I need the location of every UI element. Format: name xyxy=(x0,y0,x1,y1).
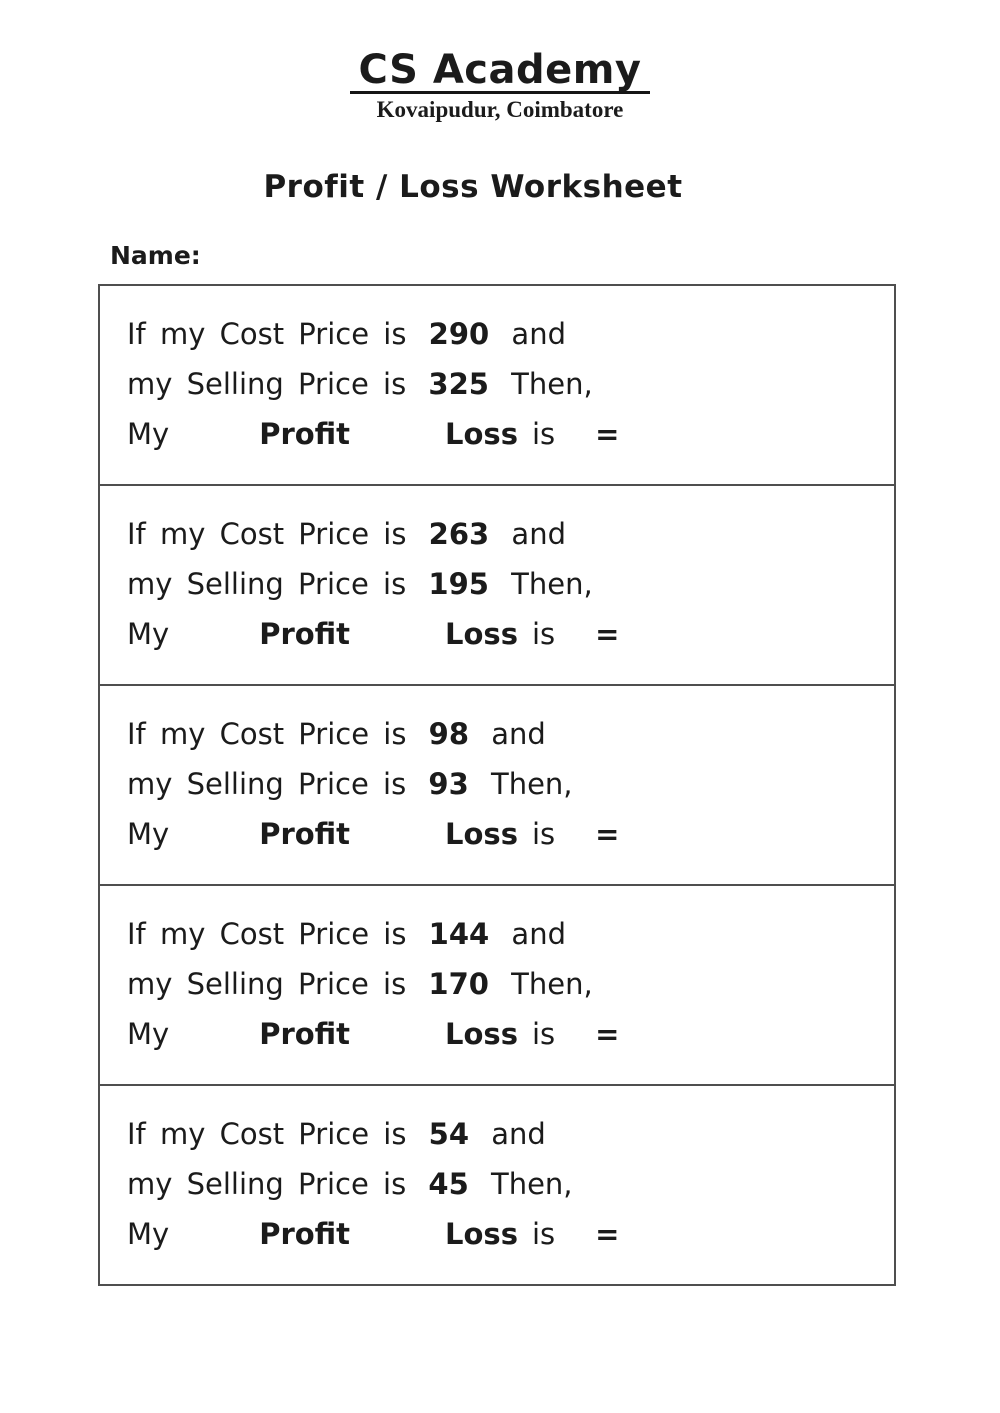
problems-list xyxy=(98,284,896,1286)
selling-price-suffix: Then, xyxy=(511,367,593,401)
equals-sign: = xyxy=(595,617,620,651)
answer-line xyxy=(127,609,886,659)
is-label: is xyxy=(531,417,556,451)
cost-price-line xyxy=(127,1109,886,1159)
school-name: CS Academy xyxy=(350,50,649,94)
cost-price-prefix: If my Cost Price is xyxy=(127,717,407,751)
profit-option[interactable]: Profit xyxy=(259,817,351,851)
profit-option[interactable]: Profit xyxy=(259,1217,351,1251)
profit-option[interactable]: Profit xyxy=(259,617,351,651)
selling-price-value: 93 xyxy=(428,767,469,801)
my-label: My xyxy=(127,1217,170,1251)
selling-price-prefix: my Selling Price is xyxy=(127,767,407,801)
selling-price-prefix: my Selling Price is xyxy=(127,967,407,1001)
selling-price-line xyxy=(127,959,886,1009)
problem-box-4 xyxy=(98,884,896,1086)
answer-line xyxy=(127,409,886,459)
cost-price-line xyxy=(127,309,886,359)
my-label: My xyxy=(127,417,170,451)
cost-price-suffix: and xyxy=(511,517,566,551)
equals-sign: = xyxy=(595,1217,620,1251)
cost-price-value: 144 xyxy=(428,917,490,951)
selling-price-suffix: Then, xyxy=(490,1167,573,1201)
name-label: Name: xyxy=(110,241,201,270)
selling-price-suffix: Then, xyxy=(511,567,593,601)
page-header xyxy=(0,0,1000,123)
problem-box-5 xyxy=(98,1084,896,1286)
selling-price-value: 325 xyxy=(428,367,489,401)
selling-price-suffix: Then, xyxy=(511,967,593,1001)
cost-price-line xyxy=(127,709,886,759)
selling-price-prefix: my Selling Price is xyxy=(127,367,407,401)
cost-price-line xyxy=(127,509,886,559)
selling-price-suffix: Then, xyxy=(490,767,573,801)
my-label: My xyxy=(127,817,170,851)
cost-price-prefix: If my Cost Price is xyxy=(127,917,407,951)
profit-option[interactable]: Profit xyxy=(259,1017,351,1051)
is-label: is xyxy=(531,617,556,651)
problem-box-2 xyxy=(98,484,896,686)
is-label: is xyxy=(531,1217,556,1251)
selling-price-value: 195 xyxy=(428,567,489,601)
selling-price-line xyxy=(127,359,886,409)
selling-price-line xyxy=(127,759,886,809)
cost-price-suffix: and xyxy=(511,917,566,951)
loss-option[interactable]: Loss xyxy=(445,1017,518,1051)
is-label: is xyxy=(531,1017,556,1051)
cost-price-prefix: If my Cost Price is xyxy=(127,1117,407,1151)
cost-price-suffix: and xyxy=(511,317,566,351)
answer-line xyxy=(127,809,886,859)
problem-box-3 xyxy=(98,684,896,886)
my-label: My xyxy=(127,617,170,651)
cost-price-line xyxy=(127,909,886,959)
answer-line xyxy=(127,1209,886,1259)
equals-sign: = xyxy=(595,417,620,451)
profit-option[interactable]: Profit xyxy=(259,417,351,451)
selling-price-value: 45 xyxy=(428,1167,469,1201)
cost-price-prefix: If my Cost Price is xyxy=(127,317,407,351)
my-label: My xyxy=(127,1017,170,1051)
selling-price-line xyxy=(127,1159,886,1209)
cost-price-prefix: If my Cost Price is xyxy=(127,517,407,551)
loss-option[interactable]: Loss xyxy=(445,817,518,851)
selling-price-value: 170 xyxy=(428,967,489,1001)
loss-option[interactable]: Loss xyxy=(445,417,518,451)
school-location: Kovaipudur, Coimbatore xyxy=(376,97,624,122)
loss-option[interactable]: Loss xyxy=(445,1217,518,1251)
selling-price-prefix: my Selling Price is xyxy=(127,1167,407,1201)
equals-sign: = xyxy=(595,817,620,851)
problem-box-1 xyxy=(98,284,896,486)
cost-price-suffix: and xyxy=(491,717,546,751)
selling-price-line xyxy=(127,559,886,609)
cost-price-suffix: and xyxy=(491,1117,546,1151)
cost-price-value: 54 xyxy=(428,1117,470,1151)
is-label: is xyxy=(531,817,556,851)
equals-sign: = xyxy=(595,1017,620,1051)
cost-price-value: 98 xyxy=(428,717,470,751)
page-title: Profit / Loss Worksheet xyxy=(263,169,683,205)
cost-price-value: 290 xyxy=(428,317,490,351)
cost-price-value: 263 xyxy=(428,517,490,551)
loss-option[interactable]: Loss xyxy=(445,617,518,651)
answer-line xyxy=(127,1009,886,1059)
selling-price-prefix: my Selling Price is xyxy=(127,567,407,601)
